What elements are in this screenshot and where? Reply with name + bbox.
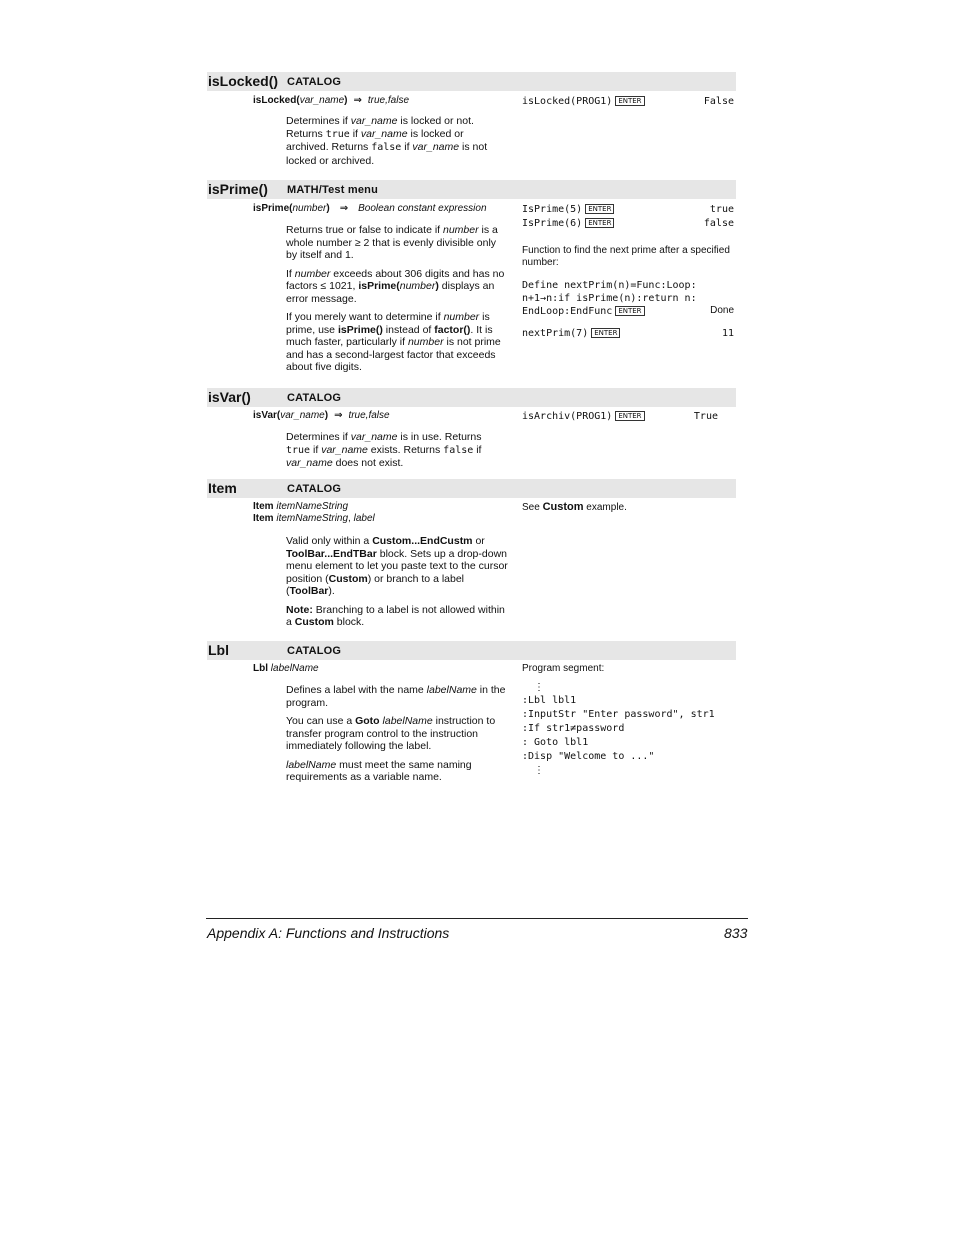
category-label: MATH/Test menu bbox=[287, 184, 379, 196]
enter-key-icon: ENTER bbox=[585, 204, 614, 214]
syntax: isVar(var_name) ⇒ true,false bbox=[253, 410, 390, 421]
description: Determines if var_name is in use. Returns true if var_name exists. Returns false if var_name does not exist. bbox=[286, 431, 482, 469]
function-name: isLocked() bbox=[208, 73, 279, 89]
ellipsis-icon: ⋮ bbox=[534, 765, 544, 776]
page-number: 833 bbox=[724, 925, 748, 941]
syntax: isPrime(number) ⇒ Boolean constant expression bbox=[253, 203, 487, 214]
enter-key-icon: ENTER bbox=[615, 306, 644, 316]
ellipsis-icon: ⋮ bbox=[534, 682, 544, 693]
function-name: isVar() bbox=[208, 389, 251, 405]
footer-title: Appendix A: Functions and Instructions bbox=[207, 925, 450, 941]
footer-rule bbox=[206, 918, 748, 919]
syntax: isLocked(var_name) ⇒ true,false bbox=[253, 95, 410, 106]
syntax: Item itemNameString Item itemNameString, label bbox=[253, 501, 375, 524]
description: Defines a label with the name labelName in the program. You can use a Goto labelName instruction to transfer program control to the instruction immediately following the label. labelName must meet the same naming requirements as a variable name. bbox=[286, 684, 506, 783]
enter-key-icon: ENTER bbox=[615, 411, 644, 421]
implies-arrow-icon: ⇒ bbox=[353, 95, 362, 106]
implies-arrow-icon: ⇒ bbox=[339, 203, 349, 214]
example: isLocked(PROG1) ENTER False bbox=[522, 96, 734, 107]
function-name: Item bbox=[208, 480, 237, 496]
description: Valid only within a Custom...EndCustm or ToolBar...EndTBar block. Sets up a drop-down menu element to let you paste text to the cursor position (Custom) or branch to a label (ToolBar). Note: Branching to a label is not allowed within a Custom block. bbox=[286, 535, 508, 628]
function-name: isPrime() bbox=[208, 181, 268, 197]
implies-arrow-icon: ⇒ bbox=[334, 410, 343, 421]
example: See Custom example. bbox=[522, 501, 627, 513]
category-label: CATALOG bbox=[287, 392, 342, 404]
example: Program segment: ⋮ :Lbl lbl1 :InputStr "Enter password", str1 :If str1≠password : Goto lbl1 :Disp "Welcome to ..." ⋮ bbox=[522, 663, 736, 777]
example: isArchiv(PROG1) ENTER True bbox=[522, 411, 718, 422]
description: Determines if var_name is locked or not. Returns true if var_name is locked or archived. Returns false if var_name is not locked or archived. bbox=[286, 115, 488, 167]
enter-key-icon: ENTER bbox=[615, 96, 644, 106]
enter-key-icon: ENTER bbox=[591, 328, 620, 338]
category-label: CATALOG bbox=[287, 76, 342, 88]
enter-key-icon: ENTER bbox=[585, 218, 614, 228]
syntax: Lbl labelName bbox=[253, 663, 319, 674]
description: Returns true or false to indicate if number is a whole number ≥ 2 that is evenly divisible only by itself and 1. If number exceeds about 306 digits and has no factors ≤ 1021, isPrime(number) displays an error message. If you merely want to determine if number is prime, use isPrime() instead of factor(). It is much faster, particularly if number is not prime and has a second-largest factor that exceeds about five digits. bbox=[286, 224, 505, 373]
function-name: Lbl bbox=[208, 642, 229, 658]
category-label: CATALOG bbox=[287, 483, 342, 495]
category-label: CATALOG bbox=[287, 645, 342, 657]
example: IsPrime(5) ENTER true IsPrime(6) ENTER false Function to find the next prime after a specified number: Define nextPrim(n)=Func:Loop: n+1→n:if isPrime(n):return n: EndLoop:EndFunc ENTER Done nextPrim(7) ENTER 11 bbox=[522, 204, 734, 339]
